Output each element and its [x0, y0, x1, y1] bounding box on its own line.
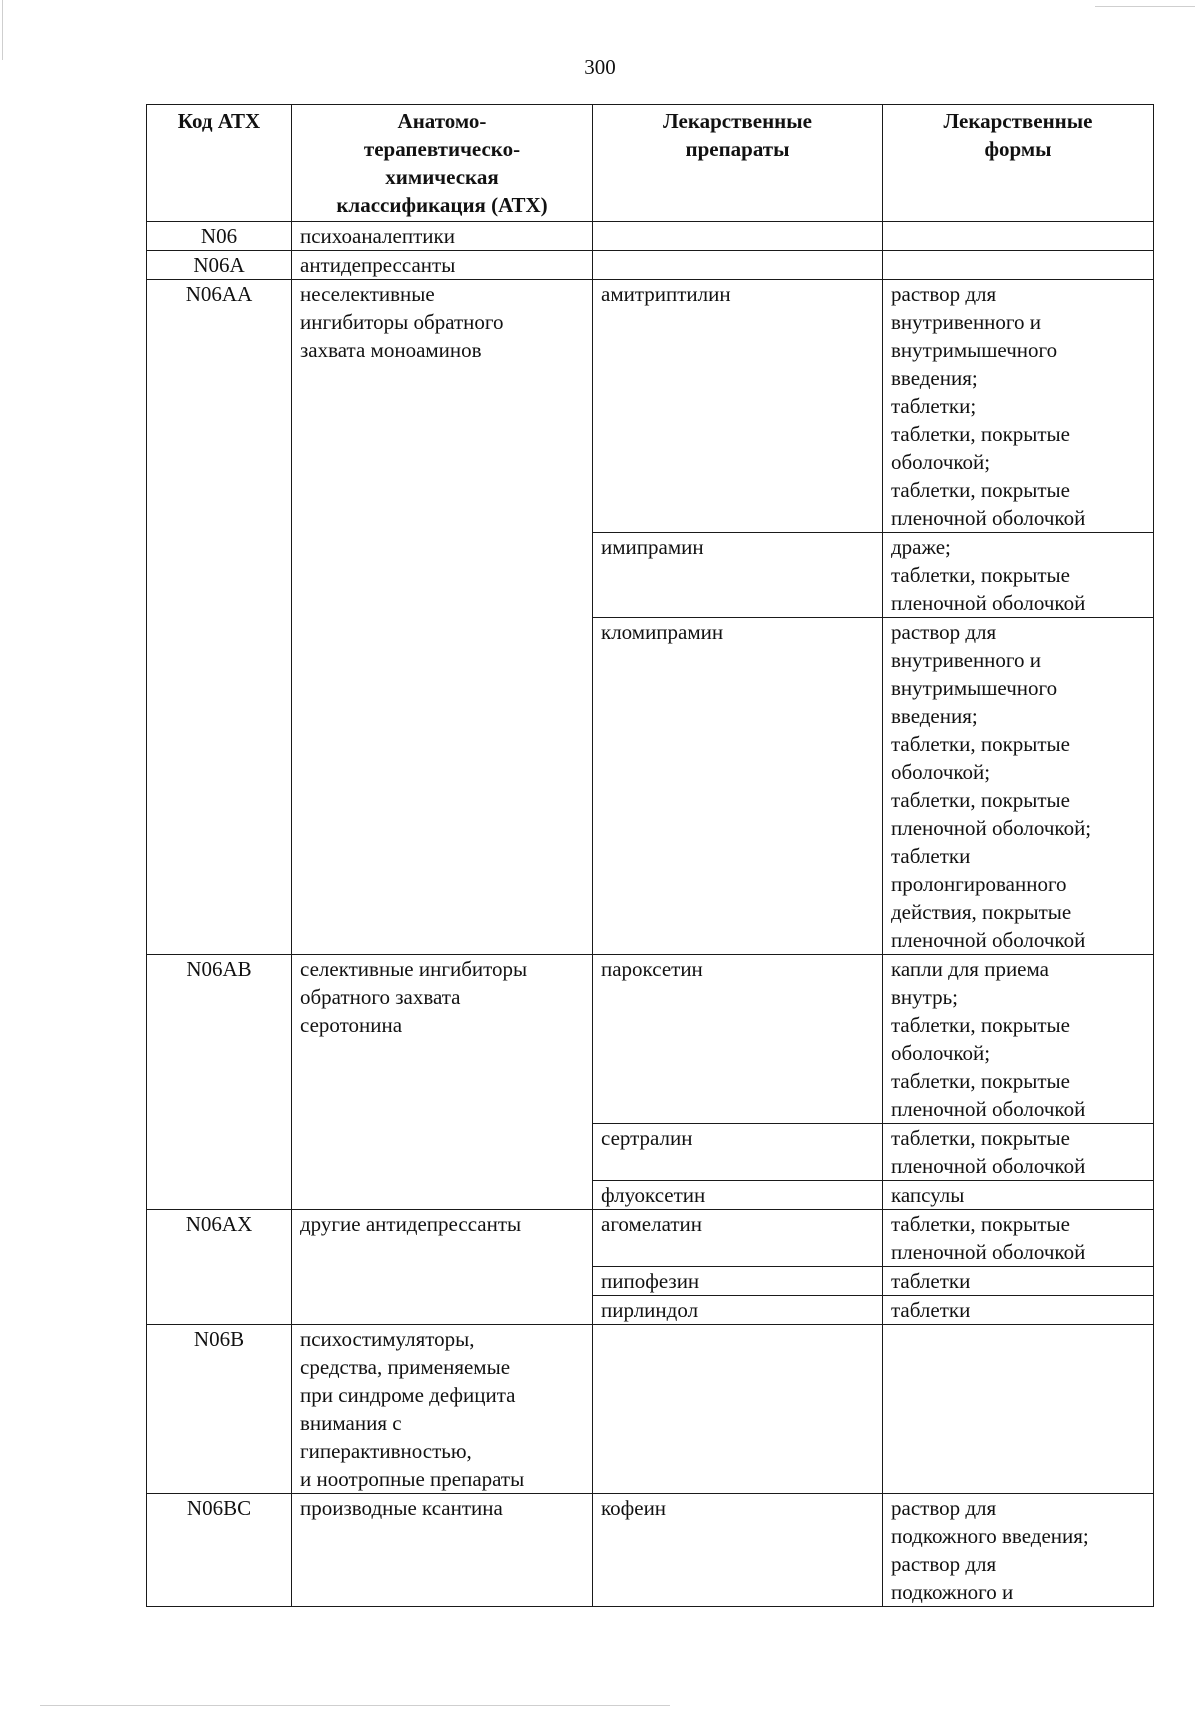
dosage-forms-cell: капсулы [883, 1181, 1154, 1210]
atc-classification-cell: неселективные ингибиторы обратного захвата моноаминов [292, 280, 593, 955]
drug-name-cell [593, 251, 883, 280]
dosage-forms-cell: раствор для внутривенного и внутримышечного введения; таблетки, покрытые оболочкой; таблетки, покрытые пленочной оболочкой; таблетки пролонгированного действия, покрытые пленочной оболочкой [883, 618, 1154, 955]
table-row [147, 1210, 1154, 1267]
drug-name-cell: кофеин [593, 1494, 883, 1607]
drug-name-cell [593, 222, 883, 251]
scan-edge-left [2, 0, 3, 60]
atc-classification-cell: другие антидепрессанты [292, 1210, 593, 1325]
atc-classification-cell: психостимуляторы, средства, применяемые при синдроме дефицита внимания с гиперактивностью, и ноотропные препараты [292, 1325, 593, 1494]
dosage-forms-cell: таблетки [883, 1267, 1154, 1296]
drug-name-cell: агомелатин [593, 1210, 883, 1267]
atc-classification-cell: производные ксантина [292, 1494, 593, 1607]
scan-edge-top [1095, 6, 1195, 7]
dosage-forms-cell: капли для приема внутрь; таблетки, покрытые оболочкой; таблетки, покрытые пленочной оболочкой [883, 955, 1154, 1124]
header-dosage-forms: Лекарственные формы [883, 105, 1154, 222]
drug-name-cell: пароксетин [593, 955, 883, 1124]
atc-code-cell: N06A [147, 251, 292, 280]
atc-code-cell: N06BC [147, 1494, 292, 1607]
table-row [147, 251, 1154, 280]
atc-classification-cell: психоаналептики [292, 222, 593, 251]
atc-classification-cell: антидепрессанты [292, 251, 593, 280]
drug-name-cell: амитриптилин [593, 280, 883, 533]
atc-code-cell: N06AX [147, 1210, 292, 1325]
drug-name-cell: кломипрамин [593, 618, 883, 955]
atc-code-cell: N06 [147, 222, 292, 251]
header-atc-classification: Анатомо- терапевтическо- химическая классификация (АТХ) [292, 105, 593, 222]
header-drugs: Лекарственные препараты [593, 105, 883, 222]
drug-name-cell: пирлиндол [593, 1296, 883, 1325]
dosage-forms-cell: раствор для подкожного введения; раствор для подкожного и [883, 1494, 1154, 1607]
dosage-forms-cell: раствор для внутривенного и внутримышечного введения; таблетки; таблетки, покрытые оболочкой; таблетки, покрытые пленочной оболочкой [883, 280, 1154, 533]
header-atc-code: Код АТХ [147, 105, 292, 222]
atc-classification-table [146, 104, 1154, 1607]
atc-code-cell: N06B [147, 1325, 292, 1494]
atc-classification-cell: селективные ингибиторы обратного захвата серотонина [292, 955, 593, 1210]
drug-name-cell: пипофезин [593, 1267, 883, 1296]
drug-name-cell [593, 1325, 883, 1494]
drug-name-cell: сертралин [593, 1124, 883, 1181]
table-body [147, 222, 1154, 1607]
drug-name-cell: имипрамин [593, 533, 883, 618]
atc-code-cell: N06AA [147, 280, 292, 955]
dosage-forms-cell: таблетки, покрытые пленочной оболочкой [883, 1210, 1154, 1267]
atc-code-cell: N06AB [147, 955, 292, 1210]
table-row [147, 1325, 1154, 1494]
dosage-forms-cell: таблетки [883, 1296, 1154, 1325]
drug-name-cell: флуоксетин [593, 1181, 883, 1210]
table-row [147, 222, 1154, 251]
dosage-forms-cell [883, 222, 1154, 251]
dosage-forms-cell [883, 1325, 1154, 1494]
table-row [147, 955, 1154, 1124]
table-row [147, 1494, 1154, 1607]
scan-edge-bottom [40, 1705, 670, 1706]
table-row [147, 280, 1154, 533]
table-header-row [147, 105, 1154, 222]
page-number: 300 [584, 55, 616, 79]
dosage-forms-cell: таблетки, покрытые пленочной оболочкой [883, 1124, 1154, 1181]
dosage-forms-cell [883, 251, 1154, 280]
dosage-forms-cell: драже; таблетки, покрытые пленочной оболочкой [883, 533, 1154, 618]
